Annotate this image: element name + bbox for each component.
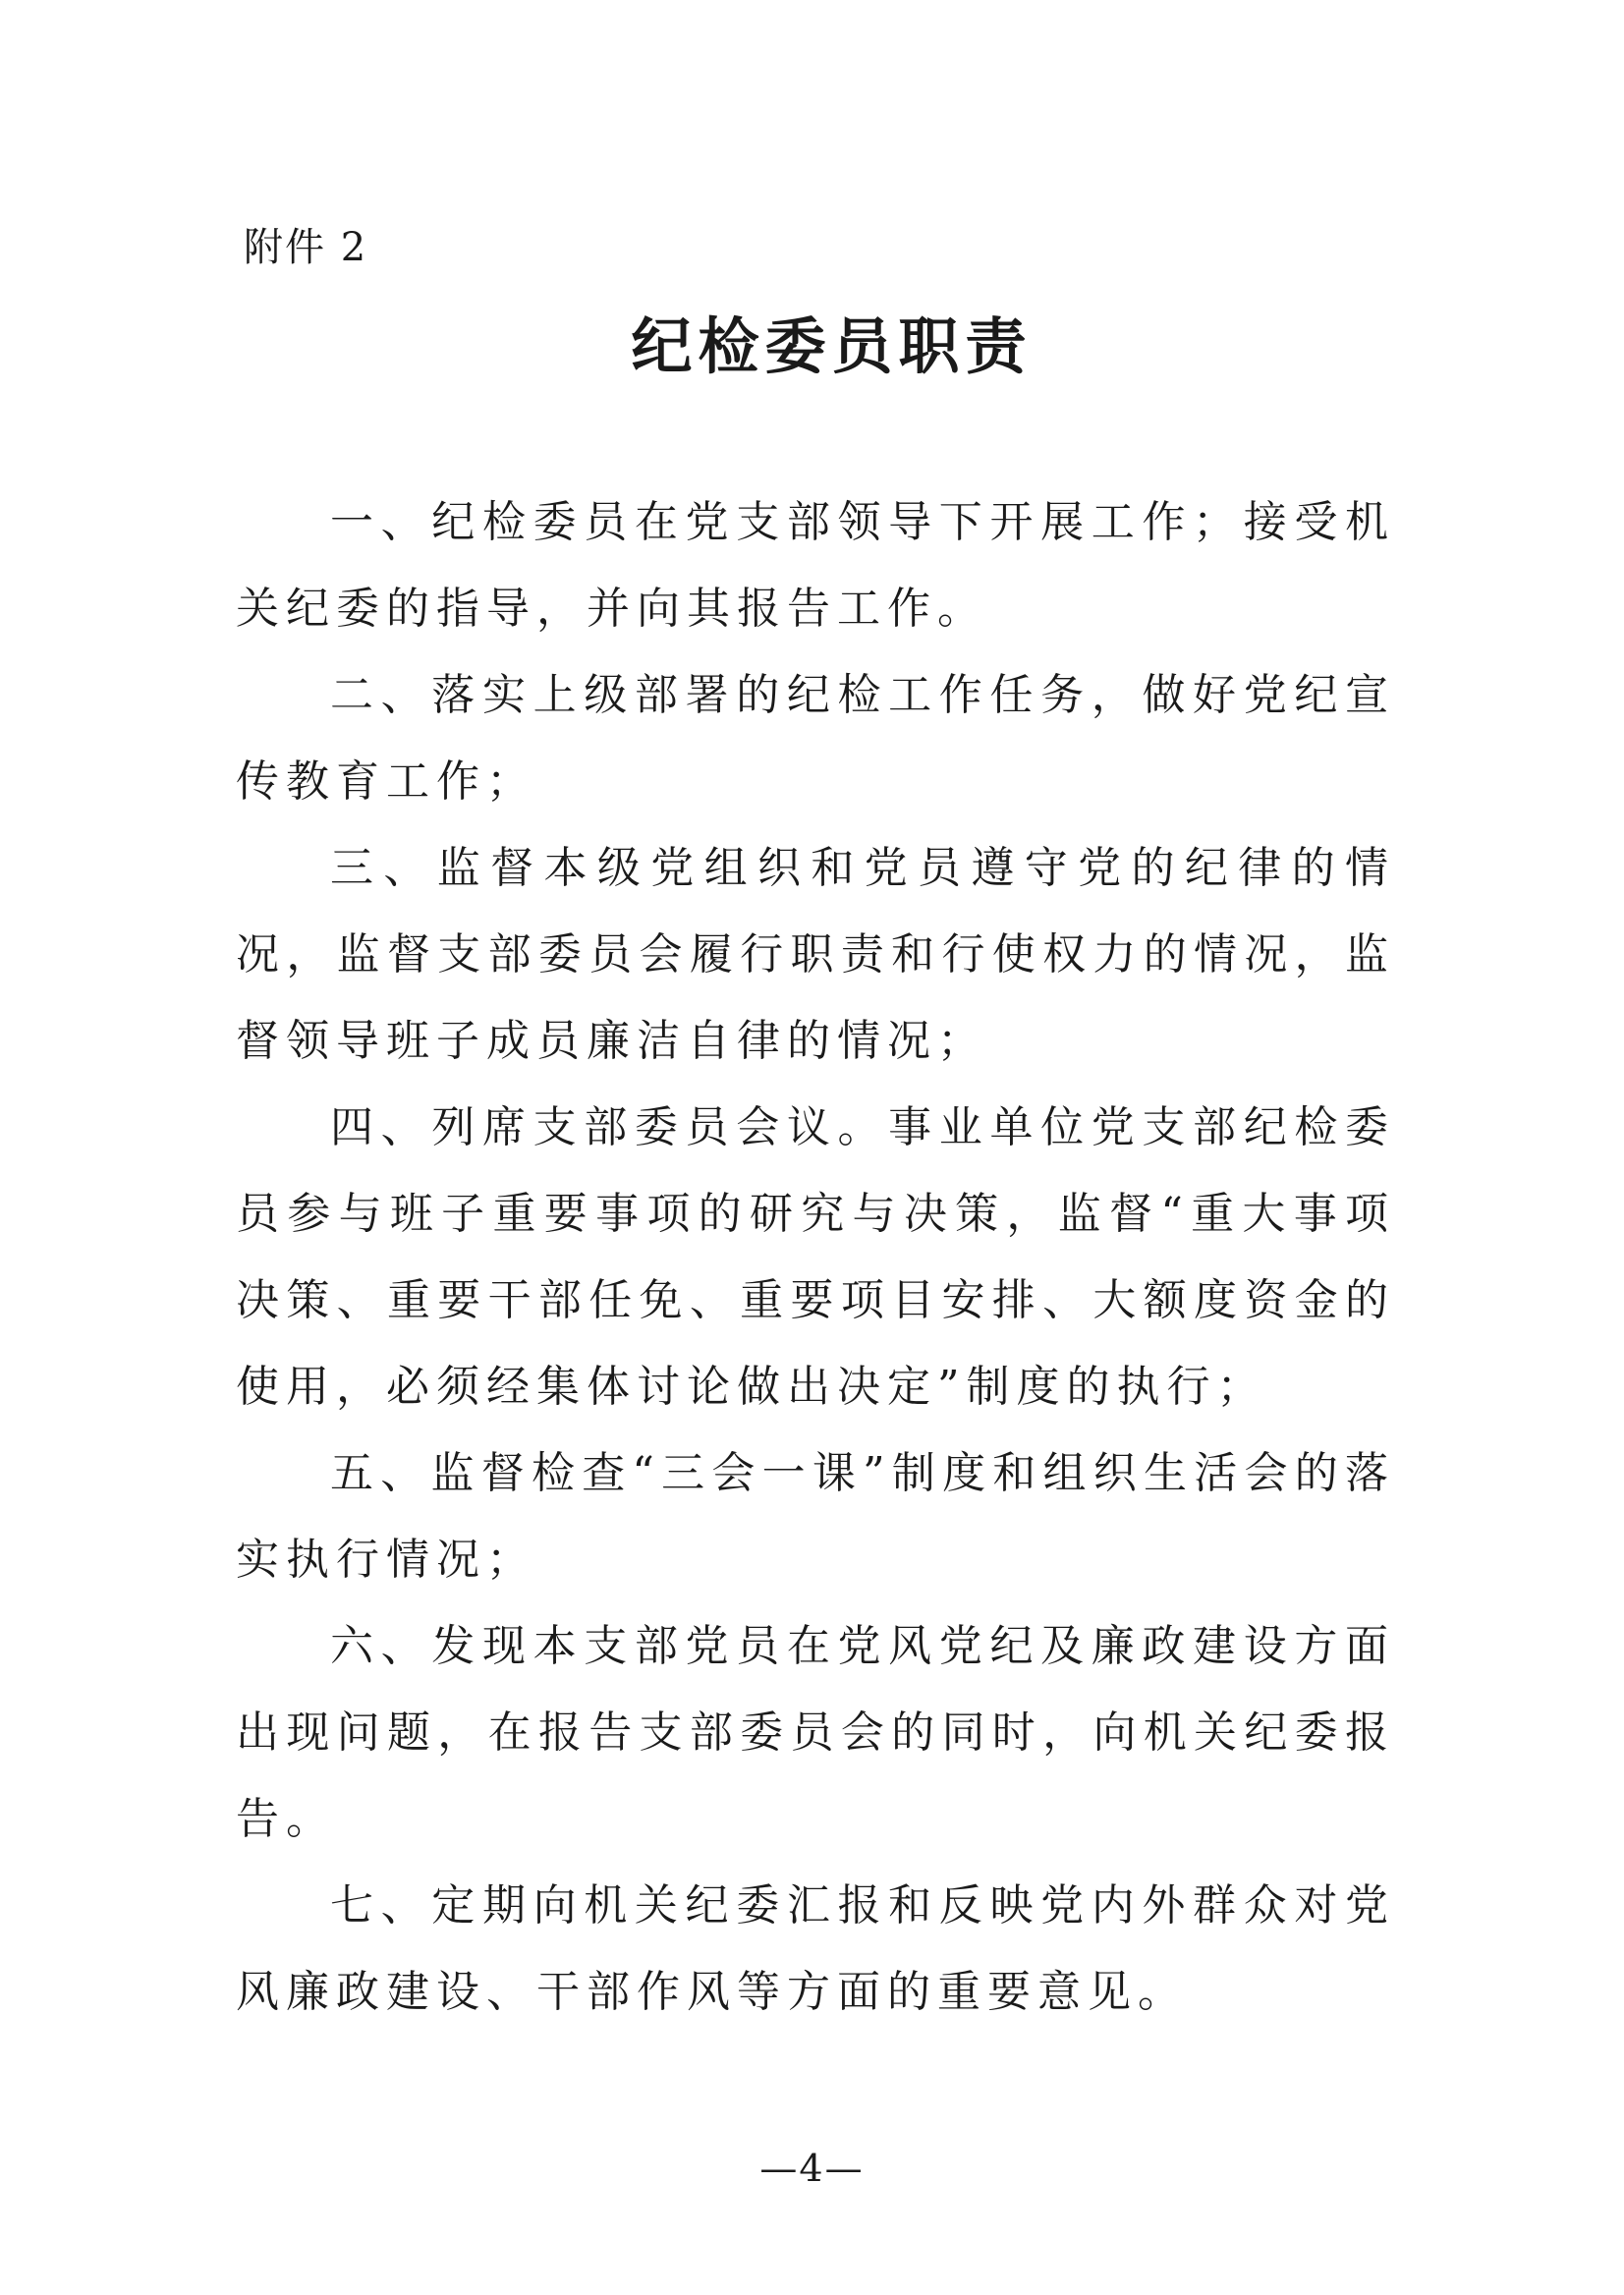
attachment-label: 附件 2 — [244, 225, 368, 270]
paragraph-1: 一、纪检委员在党支部领导下开展工作；接受机关纪委的指导，并向其报告工作。 — [236, 497, 1395, 634]
paragraph-5: 五、监督检查“三会一课”制度和组织生活会的落实执行情况； — [236, 1448, 1395, 1585]
paragraph-3: 三、监督本级党组织和党员遵守党的纪律的情况，监督支部委员会履行职责和行使权力的情况，监督领导班子成员廉洁自律的情况； — [236, 843, 1395, 1066]
page-number: —4— — [759, 2147, 865, 2190]
paragraph-7: 七、定期向机关纪委汇报和反映党内外群众对党风廉政建设、干部作风等方面的重要意见。 — [236, 1880, 1395, 2017]
document-title: 纪检委员职责 — [631, 310, 1033, 382]
paragraph-4: 四、列席支部委员会议。事业单位党支部纪检委员参与班子重要事项的研究与决策，监督“重大事项决策、重要干部任免、重要项目安排、大额度资金的使用，必须经集体讨论做出决定”制度的执行； — [236, 1102, 1395, 1412]
document-body — [236, 479, 1395, 2036]
paragraph-6: 六、发现本支部党员在党风党纪及廉政建设方面出现问题，在报告支部委员会的同时，向机关纪委报告。 — [236, 1621, 1395, 1844]
paragraph-2: 二、落实上级部署的纪检工作任务，做好党纪宣传教育工作； — [236, 670, 1395, 807]
